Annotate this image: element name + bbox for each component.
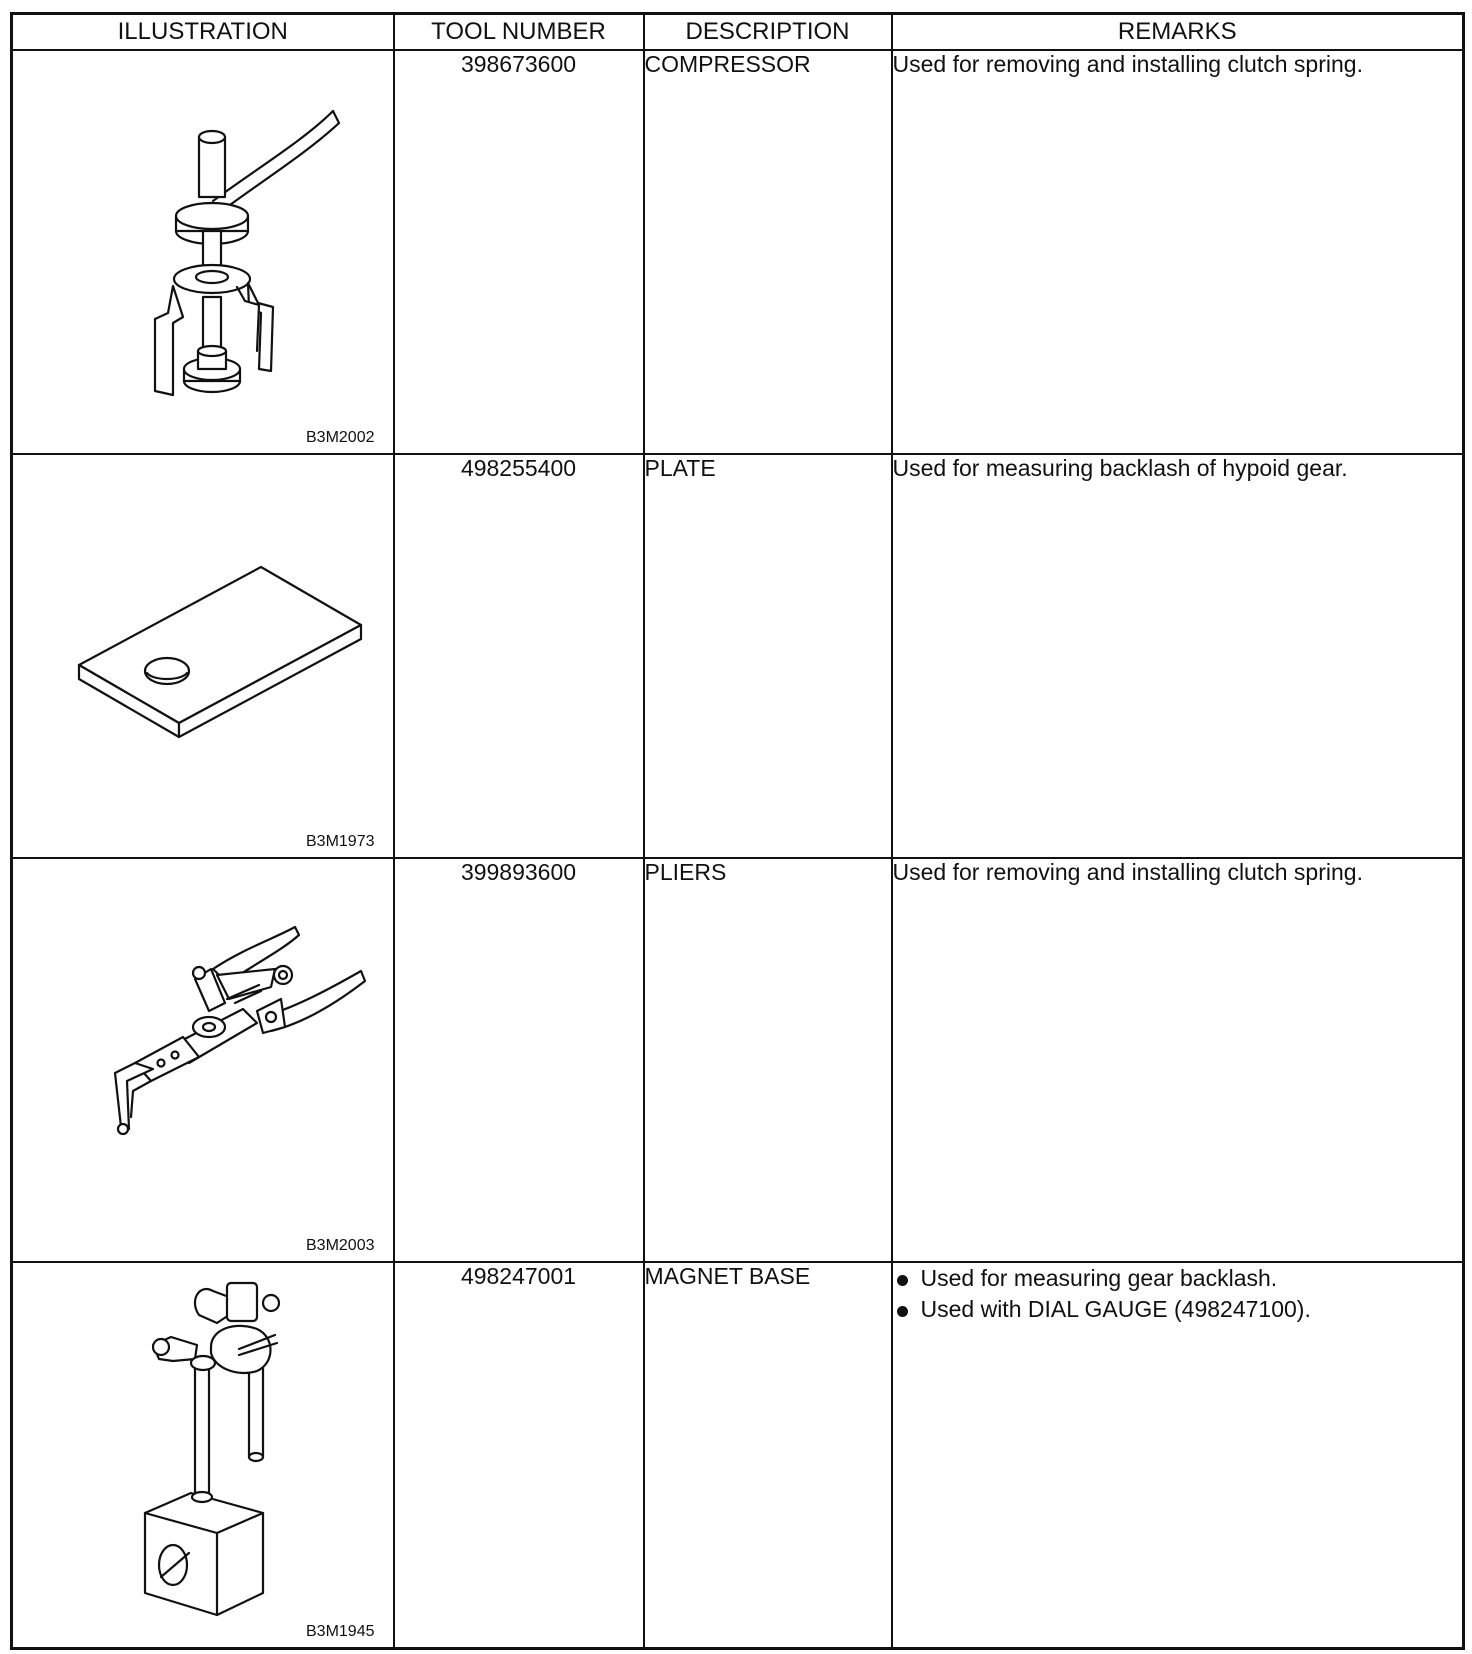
description: PLIERS	[644, 858, 892, 1262]
header-illustration: ILLUSTRATION	[12, 14, 394, 51]
table-row	[12, 454, 1464, 858]
tool-number: 498247001	[394, 1262, 644, 1648]
description: PLATE	[644, 454, 892, 858]
remarks: Used for measuring backlash of hypoid gear.	[892, 454, 1464, 858]
table-row	[12, 1262, 1464, 1648]
header-remarks: REMARKS	[892, 14, 1464, 51]
description: MAGNET BASE	[644, 1262, 892, 1648]
bullet-icon	[897, 1275, 908, 1286]
header-row	[12, 14, 1464, 51]
illustration-cell	[12, 858, 394, 1262]
plate-tool-icon	[13, 455, 393, 845]
tool-number: 399893600	[394, 858, 644, 1262]
remarks	[892, 1262, 1464, 1648]
remarks: Used for removing and installing clutch spring.	[892, 50, 1464, 454]
illustration-cell	[12, 50, 394, 454]
magnet-base-tool-icon	[13, 1263, 393, 1653]
list-item	[893, 1294, 1463, 1325]
table-row	[12, 858, 1464, 1262]
header-tool-number: TOOL NUMBER	[394, 14, 644, 51]
illustration-code: B3M1973	[306, 833, 375, 850]
bullet-icon	[897, 1306, 908, 1317]
illustration-cell	[12, 454, 394, 858]
tool-number: 398673600	[394, 50, 644, 454]
special-tools-table	[10, 12, 1465, 1650]
illustration-code: B3M1945	[306, 1622, 375, 1640]
remarks-list	[893, 1263, 1463, 1325]
illustration-code: B3M2003	[306, 1237, 375, 1254]
table-row	[12, 50, 1464, 454]
remark-text: Used with DIAL GAUGE (498247100).	[920, 1296, 1311, 1322]
list-item	[893, 1263, 1463, 1294]
illustration-code: B3M2002	[306, 429, 375, 446]
compressor-tool-icon	[13, 51, 393, 441]
remark-text: Used for measuring gear backlash.	[920, 1265, 1278, 1291]
header-description: DESCRIPTION	[644, 14, 892, 51]
remarks: Used for removing and installing clutch spring.	[892, 858, 1464, 1262]
tool-number: 498255400	[394, 454, 644, 858]
illustration-cell	[12, 1262, 394, 1648]
description: COMPRESSOR	[644, 50, 892, 454]
pliers-tool-icon	[13, 859, 393, 1249]
